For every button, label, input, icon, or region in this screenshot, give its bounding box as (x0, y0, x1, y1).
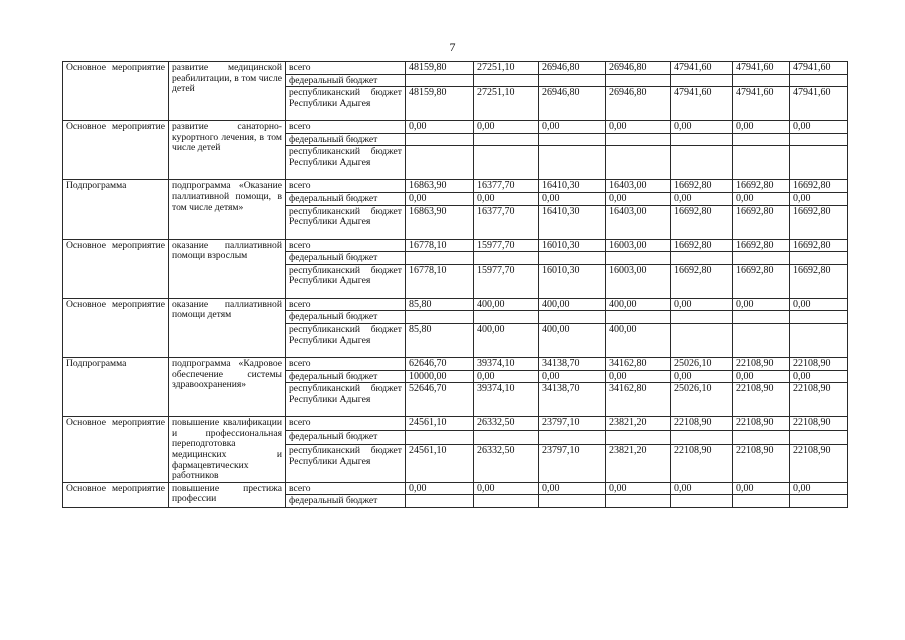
value-cell: 400,00 (539, 298, 606, 311)
value-cell (474, 311, 539, 324)
value-cell (671, 323, 733, 357)
funding-source: всего (286, 239, 406, 252)
value-cell: 0,00 (733, 192, 790, 205)
value-cell: 22108,90 (733, 417, 790, 431)
value-cell: 16778,10 (406, 264, 474, 298)
value-cell: 23797,10 (539, 445, 606, 483)
value-cell (406, 74, 474, 87)
value-cell (790, 323, 848, 357)
value-cell: 0,00 (733, 370, 790, 383)
value-cell: 26332,50 (474, 445, 539, 483)
value-cell: 0,00 (606, 192, 671, 205)
value-cell: 16692,80 (671, 205, 733, 239)
value-cell: 16692,80 (733, 205, 790, 239)
value-cell: 0,00 (790, 370, 848, 383)
value-cell: 22108,90 (790, 445, 848, 483)
funding-source: федеральный бюджет (286, 192, 406, 205)
value-cell: 400,00 (474, 323, 539, 357)
value-cell: 22108,90 (733, 357, 790, 370)
value-cell (671, 311, 733, 324)
value-cell (406, 133, 474, 146)
row-name: оказание паллиативной помощи взрослым (169, 239, 286, 298)
value-cell: 22108,90 (671, 445, 733, 483)
row-name: развитие санаторно-курортного лечения, в том числе детей (169, 121, 286, 180)
funding-source: республиканский бюджет Республики Адыгея (286, 445, 406, 483)
value-cell (606, 431, 671, 445)
value-cell: 16403,00 (606, 205, 671, 239)
row-status: Основное мероприятие (63, 121, 169, 180)
value-cell: 16692,80 (790, 205, 848, 239)
value-cell: 16692,80 (671, 264, 733, 298)
value-cell: 16692,80 (790, 180, 848, 193)
value-cell: 0,00 (733, 482, 790, 495)
value-cell (733, 495, 790, 508)
value-cell: 47941,60 (733, 62, 790, 75)
value-cell (733, 431, 790, 445)
value-cell: 22108,90 (790, 417, 848, 431)
value-cell: 0,00 (671, 482, 733, 495)
value-cell: 22108,90 (733, 445, 790, 483)
value-cell (671, 74, 733, 87)
value-cell: 23797,10 (539, 417, 606, 431)
value-cell: 16377,70 (474, 180, 539, 193)
value-cell (406, 146, 474, 180)
table-row (63, 239, 848, 252)
value-cell (671, 495, 733, 508)
value-cell: 26332,50 (474, 417, 539, 431)
value-cell (733, 146, 790, 180)
value-cell: 85,80 (406, 323, 474, 357)
value-cell: 22108,90 (733, 383, 790, 417)
value-cell: 400,00 (474, 298, 539, 311)
value-cell: 16410,30 (539, 180, 606, 193)
funding-source: республиканский бюджет Республики Адыгея (286, 323, 406, 357)
value-cell (790, 431, 848, 445)
value-cell: 400,00 (539, 323, 606, 357)
row-name: оказание паллиативной помощи детям (169, 298, 286, 357)
value-cell (539, 311, 606, 324)
row-status: Основное мероприятие (63, 239, 169, 298)
value-cell (790, 74, 848, 87)
value-cell: 25026,10 (671, 357, 733, 370)
value-cell: 0,00 (790, 482, 848, 495)
value-cell (606, 146, 671, 180)
value-cell: 24561,10 (406, 417, 474, 431)
value-cell: 26946,80 (539, 62, 606, 75)
value-cell: 16692,80 (733, 264, 790, 298)
value-cell: 16010,30 (539, 239, 606, 252)
value-cell (671, 133, 733, 146)
value-cell: 0,00 (606, 370, 671, 383)
value-cell: 27251,10 (474, 87, 539, 121)
funding-source: всего (286, 482, 406, 495)
value-cell: 85,80 (406, 298, 474, 311)
value-cell: 62646,70 (406, 357, 474, 370)
value-cell (790, 133, 848, 146)
budget-table (62, 61, 848, 508)
value-cell: 16692,80 (671, 239, 733, 252)
value-cell: 16003,00 (606, 239, 671, 252)
row-status: Основное мероприятие (63, 417, 169, 483)
table-row (63, 121, 848, 134)
value-cell (539, 431, 606, 445)
value-cell: 26946,80 (539, 87, 606, 121)
value-cell: 0,00 (790, 121, 848, 134)
value-cell: 16403,00 (606, 180, 671, 193)
value-cell (539, 146, 606, 180)
row-status: Основное мероприятие (63, 62, 169, 121)
value-cell: 16410,30 (539, 205, 606, 239)
value-cell: 48159,80 (406, 87, 474, 121)
value-cell: 47941,60 (790, 62, 848, 75)
value-cell (606, 495, 671, 508)
value-cell: 0,00 (539, 482, 606, 495)
funding-source: федеральный бюджет (286, 431, 406, 445)
value-cell (790, 252, 848, 265)
value-cell (474, 431, 539, 445)
value-cell: 0,00 (606, 121, 671, 134)
value-cell (539, 495, 606, 508)
funding-source: республиканский бюджет Республики Адыгея (286, 383, 406, 417)
value-cell: 39374,10 (474, 357, 539, 370)
row-name: повышение престижа профессии (169, 482, 286, 507)
value-cell: 23821,20 (606, 417, 671, 431)
value-cell: 47941,60 (790, 87, 848, 121)
value-cell (733, 133, 790, 146)
value-cell (406, 431, 474, 445)
value-cell: 0,00 (406, 482, 474, 495)
value-cell (733, 323, 790, 357)
value-cell: 16863,90 (406, 205, 474, 239)
value-cell: 26946,80 (606, 87, 671, 121)
value-cell: 15977,70 (474, 239, 539, 252)
value-cell: 52646,70 (406, 383, 474, 417)
funding-source: республиканский бюджет Республики Адыгея (286, 87, 406, 121)
value-cell (406, 311, 474, 324)
value-cell: 0,00 (790, 192, 848, 205)
value-cell: 48159,80 (406, 62, 474, 75)
value-cell (474, 495, 539, 508)
row-status: Основное мероприятие (63, 298, 169, 357)
value-cell (671, 431, 733, 445)
value-cell: 400,00 (606, 298, 671, 311)
funding-source: федеральный бюджет (286, 370, 406, 383)
value-cell: 47941,60 (671, 62, 733, 75)
value-cell: 34138,70 (539, 383, 606, 417)
value-cell (406, 495, 474, 508)
value-cell: 16692,80 (790, 239, 848, 252)
value-cell (790, 311, 848, 324)
value-cell (474, 133, 539, 146)
funding-source: федеральный бюджет (286, 495, 406, 508)
value-cell (606, 311, 671, 324)
value-cell: 0,00 (474, 192, 539, 205)
row-name: повышение квалификации и профессиональная переподготовка медицинских и фармацевтических работников (169, 417, 286, 483)
row-status: Основное мероприятие (63, 482, 169, 507)
funding-source: республиканский бюджет Республики Адыгея (286, 146, 406, 180)
value-cell: 34162,80 (606, 357, 671, 370)
value-cell: 0,00 (539, 121, 606, 134)
value-cell (474, 252, 539, 265)
value-cell (606, 133, 671, 146)
value-cell: 25026,10 (671, 383, 733, 417)
value-cell: 16863,90 (406, 180, 474, 193)
funding-source: всего (286, 417, 406, 431)
value-cell: 16778,10 (406, 239, 474, 252)
value-cell: 23821,20 (606, 445, 671, 483)
page-number: 7 (449, 40, 456, 54)
value-cell (733, 74, 790, 87)
value-cell: 16010,30 (539, 264, 606, 298)
funding-source: федеральный бюджет (286, 133, 406, 146)
value-cell (733, 311, 790, 324)
value-cell (733, 252, 790, 265)
value-cell: 0,00 (539, 192, 606, 205)
value-cell: 16003,00 (606, 264, 671, 298)
value-cell (790, 146, 848, 180)
value-cell: 0,00 (733, 121, 790, 134)
value-cell: 15977,70 (474, 264, 539, 298)
value-cell: 16692,80 (671, 180, 733, 193)
row-name: подпрограмма «Оказание паллиативной помощи, в том числе детям» (169, 180, 286, 239)
funding-source: всего (286, 62, 406, 75)
value-cell: 34162,80 (606, 383, 671, 417)
value-cell (539, 252, 606, 265)
value-cell: 0,00 (671, 298, 733, 311)
value-cell: 27251,10 (474, 62, 539, 75)
table-row (63, 62, 848, 75)
table-body (63, 62, 848, 508)
value-cell (671, 252, 733, 265)
value-cell: 400,00 (606, 323, 671, 357)
value-cell: 0,00 (671, 121, 733, 134)
row-name: развитие медицинской реабилитации, в том числе детей (169, 62, 286, 121)
value-cell (406, 252, 474, 265)
value-cell: 0,00 (406, 192, 474, 205)
value-cell: 0,00 (474, 121, 539, 134)
value-cell: 0,00 (671, 370, 733, 383)
value-cell (671, 146, 733, 180)
value-cell: 16377,70 (474, 205, 539, 239)
value-cell: 0,00 (474, 370, 539, 383)
value-cell (474, 146, 539, 180)
table-row (63, 417, 848, 431)
value-cell: 10000,00 (406, 370, 474, 383)
value-cell (790, 495, 848, 508)
funding-source: всего (286, 298, 406, 311)
table-row (63, 180, 848, 193)
funding-source: федеральный бюджет (286, 74, 406, 87)
row-status: Подпрограмма (63, 357, 169, 416)
value-cell: 16692,80 (733, 239, 790, 252)
value-cell: 47941,60 (671, 87, 733, 121)
value-cell (539, 133, 606, 146)
funding-source: республиканский бюджет Республики Адыгея (286, 264, 406, 298)
value-cell: 0,00 (406, 121, 474, 134)
funding-source: всего (286, 121, 406, 134)
value-cell: 16692,80 (733, 180, 790, 193)
row-name: подпрограмма «Кадровое обеспечение системы здравоохранения» (169, 357, 286, 416)
funding-source: всего (286, 357, 406, 370)
value-cell: 47941,60 (733, 87, 790, 121)
value-cell: 0,00 (733, 298, 790, 311)
value-cell: 0,00 (671, 192, 733, 205)
funding-source: федеральный бюджет (286, 252, 406, 265)
funding-source: республиканский бюджет Республики Адыгея (286, 205, 406, 239)
row-status: Подпрограмма (63, 180, 169, 239)
value-cell: 39374,10 (474, 383, 539, 417)
value-cell: 26946,80 (606, 62, 671, 75)
value-cell: 0,00 (539, 370, 606, 383)
funding-source: федеральный бюджет (286, 311, 406, 324)
value-cell: 0,00 (474, 482, 539, 495)
value-cell: 0,00 (606, 482, 671, 495)
value-cell: 22108,90 (790, 357, 848, 370)
value-cell (474, 74, 539, 87)
funding-source: всего (286, 180, 406, 193)
value-cell: 34138,70 (539, 357, 606, 370)
table-row (63, 482, 848, 495)
value-cell: 24561,10 (406, 445, 474, 483)
value-cell (606, 74, 671, 87)
value-cell: 16692,80 (790, 264, 848, 298)
table-row (63, 298, 848, 311)
value-cell: 22108,90 (671, 417, 733, 431)
value-cell (539, 74, 606, 87)
value-cell (606, 252, 671, 265)
table-row (63, 357, 848, 370)
value-cell: 22108,90 (790, 383, 848, 417)
value-cell: 0,00 (790, 298, 848, 311)
